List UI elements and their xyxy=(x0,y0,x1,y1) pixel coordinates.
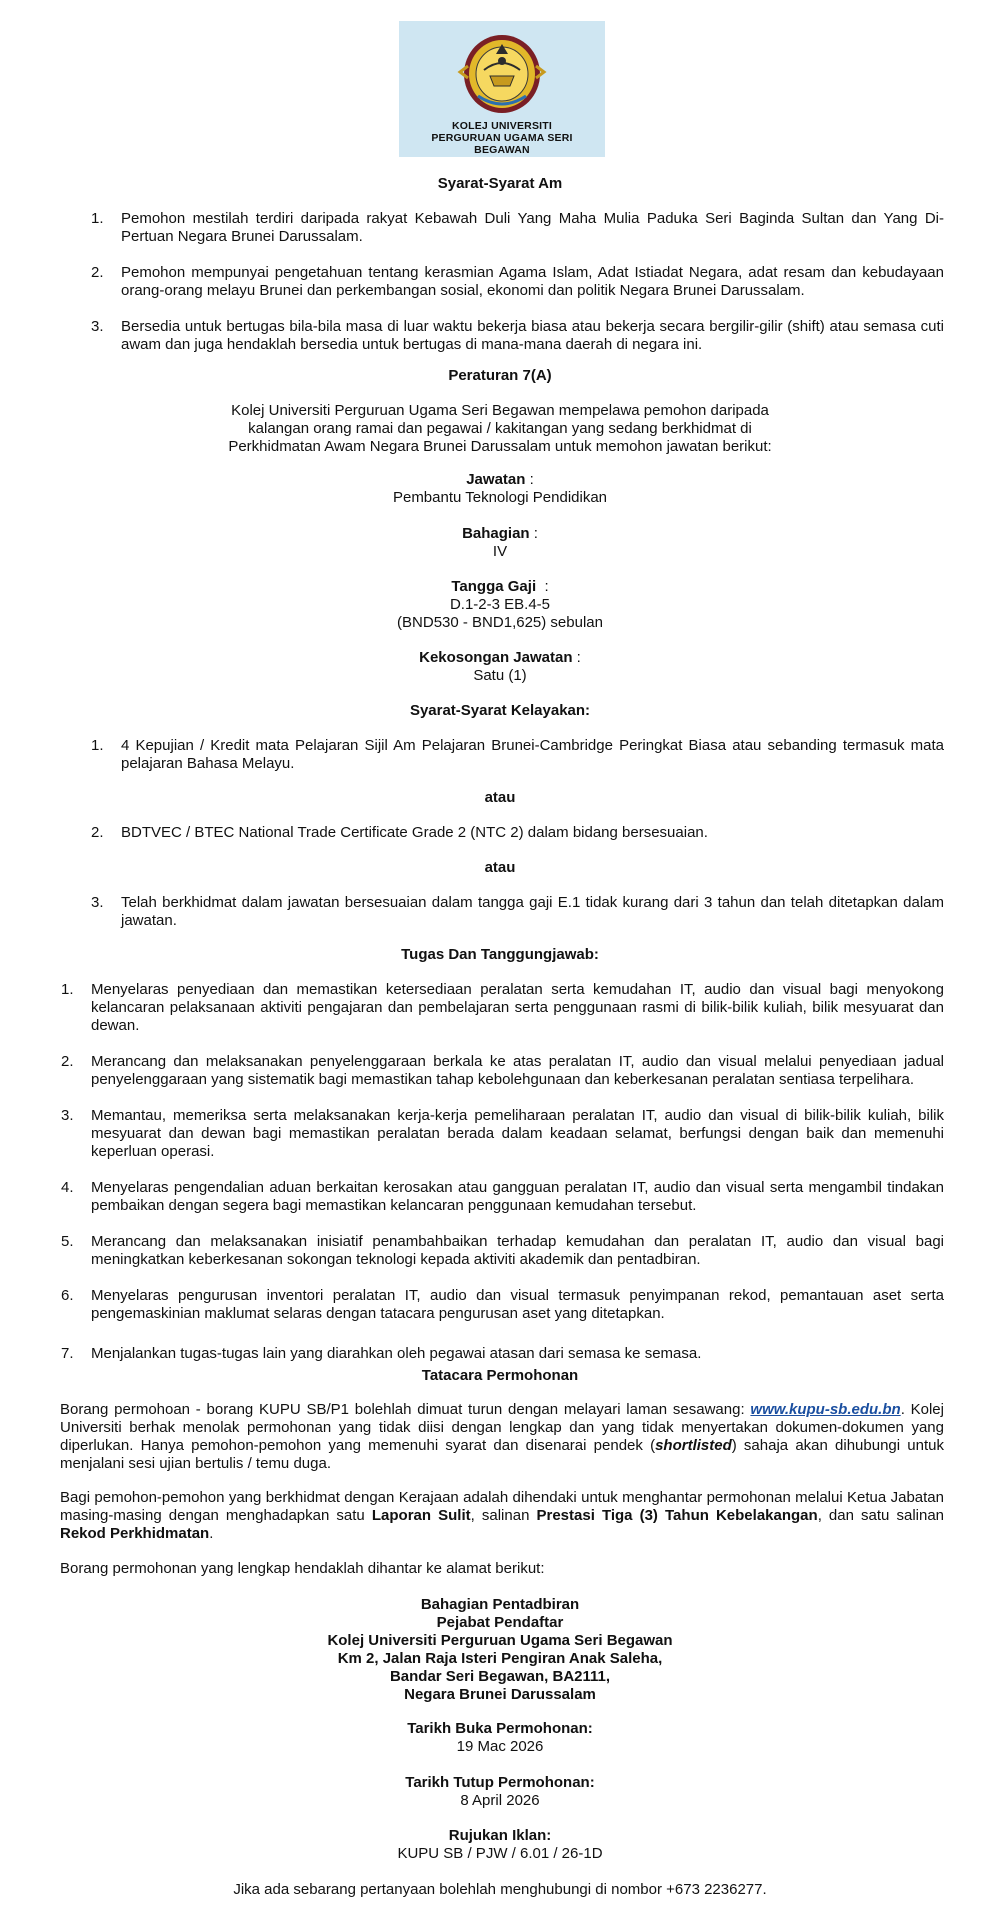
rujukan-block: Rujukan Iklan: KUPU SB / PJW / 6.01 / 26-1D xyxy=(397,1827,603,1862)
tatacara-heading: Tatacara Permohonan xyxy=(421,1367,579,1384)
syarat-am-heading: Syarat-Syarat Am xyxy=(437,175,563,192)
kelayakan-heading: Syarat-Syarat Kelayakan: xyxy=(409,702,591,719)
college-logo-text: KOLEJ UNIVERSITI PERGURUAN UGAMA SERI BEGAWAN xyxy=(431,120,573,156)
tatacara-paragraph-1: Borang permohoan - borang KUPU SB/P1 bolehlah dimuat turun dengan melayari laman sesawang: www.kupu-sb.edu.bn. Kolej Universiti berhak menolak permohonan yang tidak diisi dengan lengkap dan yang tidak menyertakan dokumen-dokumen yang diperlukan. Hanya pemohon-pemohon yang memenuhi syarat dan disenarai pendek (shortlisted) sahaja akan dihubungi untuk menjalani sesi ujian bertulis / temu duga. xyxy=(60,1401,944,1472)
list-item: 6. Menyelaras pengurusan inventori peralatan IT, audio dan visual termasuk penyimpanan rekod, pemantauan aset serta pengemaskinian maklumat selaras dengan tatacara pengurusan aset yang ditetapkan. xyxy=(61,1287,944,1322)
list-item: 3. Telah berkhidmat dalam jawatan bersesuaian dalam tangga gaji E.1 tidak kurang dari 3 tahun dan telah ditetapkan dalam jawatan. xyxy=(91,894,944,929)
kelayakan-list xyxy=(91,824,944,842)
peraturan-intro: Kolej Universiti Perguruan Ugama Seri Begawan mempelawa pemohon daripada kalangan orang ramai dan pegawai / kakitangan yang sedang berkhidmat di Perkhidmatan Awam Negara Brunei Darussalam untuk memohon jawatan berikut: xyxy=(228,402,772,455)
mailing-address: Bahagian Pentadbiran Pejabat Pendaftar Kolej Universiti Perguruan Ugama Seri Begawan Km 2, Jalan Raja Isteri Pengiran Anak Saleha, Bandar Seri Begawan, BA2111, Negara Brunei Darussalam xyxy=(327,1596,673,1703)
list-item: 2. Pemohon mempunyai pengetahuan tentang kerasmian Agama Islam, Adat Istiadat Negara, adat resam dan kebudayaan orang-orang melayu Brunei dan perkembangan sosial, ekonomi dan politik Negara Brunei Darussalam. xyxy=(91,264,944,299)
list-item: 2. BDTVEC / BTEC National Trade Certificate Grade 2 (NTC 2) dalam bidang bersesuaian. xyxy=(91,824,708,841)
atau-separator: atau xyxy=(484,789,516,806)
list-item: 1. Pemohon mestilah terdiri daripada rakyat Kebawah Duli Yang Maha Mulia Paduka Seri Baginda Sultan dan Yang Di-Pertuan Negara Brunei Darussalam. xyxy=(91,210,944,245)
website-link[interactable]: www.kupu-sb.edu.bn xyxy=(750,1401,901,1418)
list-item: 5. Merancang dan melaksanakan inisiatif penambahbaikan terhadap kemudahan dan peralatan IT, audio dan visual bagi meningkatkan keberkesanan sokongan teknologi kepada aktiviti akademik dan pentadbiran. xyxy=(61,1233,944,1268)
list-item: 1. 4 Kepujian / Kredit mata Pelajaran Sijil Am Pelajaran Brunei-Cambridge Peringkat Biasa atau sebanding termasuk mata pelajaran Bahasa Melayu. xyxy=(91,737,944,772)
kelayakan-list xyxy=(91,894,944,930)
tugas-list xyxy=(61,981,944,1363)
tatacara-paragraph-3: Borang permohonan yang lengkap hendaklah dihantar ke alamat berikut: xyxy=(60,1560,545,1577)
bahagian-block: Bahagian : IV xyxy=(462,525,538,560)
college-crest-icon xyxy=(454,26,550,116)
kelayakan-list xyxy=(91,737,944,773)
list-item: 3. Bersedia untuk bertugas bila-bila masa di luar waktu bekerja biasa atau bekerja secara bergilir-gilir (shift) atau semasa cuti awam dan juga hendaklah bersedia untuk bertugas di mana-mana daerah di negara ini. xyxy=(91,318,944,353)
syarat-am-list xyxy=(91,210,944,354)
contact-footer: Jika ada sebarang pertanyaan bolehlah menghubungi di nombor +673 2236277. xyxy=(233,1881,767,1898)
tangga-gaji-block: Tangga Gaji : D.1-2-3 EB.4-5 (BND530 - BND1,625) sebulan xyxy=(397,578,603,631)
peraturan-heading: Peraturan 7(A) xyxy=(448,367,552,384)
list-item: 3. Memantau, memeriksa serta melaksanakan kerja-kerja pemeliharaan peralatan IT, audio dan visual di bilik-bilik kuliah, bilik mesyuarat dan dewan bagi memastikan peralatan berada dalam keadaan selamat, berfungsi dengan baik dan memenuhi keperluan operasi. xyxy=(61,1107,944,1160)
list-item: 1. Menyelaras penyediaan dan memastikan ketersediaan peralatan serta kemudahan IT, audio dan visual bagi menyokong kelancaran pelaksanaan aktiviti pengajaran dan pembelajaran serta penggunaan rasmi di bilik-bilik kuliah, bilik mesyuarat dan dewan. xyxy=(61,981,944,1034)
tugas-heading: Tugas Dan Tanggungjawab: xyxy=(401,946,599,963)
college-logo xyxy=(399,21,605,157)
list-item: 7. Menjalankan tugas-tugas lain yang diarahkan oleh pegawai atasan dari semasa ke semasa. xyxy=(61,1345,702,1362)
tarikh-tutup-block: Tarikh Tutup Permohonan: 8 April 2026 xyxy=(405,1774,595,1809)
kekosongan-block: Kekosongan Jawatan : Satu (1) xyxy=(419,649,581,684)
tatacara-paragraph-2: Bagi pemohon-pemohon yang berkhidmat dengan Kerajaan adalah dihendaki untuk menghantar permohonan melalui Ketua Jabatan masing-masing dengan menghadapkan satu Laporan Sulit, salinan Prestasi Tiga (3) Tahun Kebelakangan, dan satu salinan Rekod Perkhidmatan. xyxy=(60,1489,945,1542)
list-item: 4. Menyelaras pengendalian aduan berkaitan kerosakan atau gangguan peralatan IT, audio dan visual serta mengambil tindakan pembaikan dengan segera bagi memastikan kelancaran penggunaan kemudahan tersebut. xyxy=(61,1179,944,1214)
tarikh-buka-block: Tarikh Buka Permohonan: 19 Mac 2026 xyxy=(407,1720,593,1755)
list-item: 2. Merancang dan melaksanakan penyelenggaraan berkala ke atas peralatan IT, audio dan visual melalui penyediaan jadual penyelenggaraan yang sistematik bagi memastikan tahap kebolehgunaan dan keberkesanan peralatan sentiasa terpelihara. xyxy=(61,1053,944,1088)
jawatan-block: Jawatan : Pembantu Teknologi Pendidikan xyxy=(392,471,608,506)
atau-separator: atau xyxy=(484,859,516,876)
